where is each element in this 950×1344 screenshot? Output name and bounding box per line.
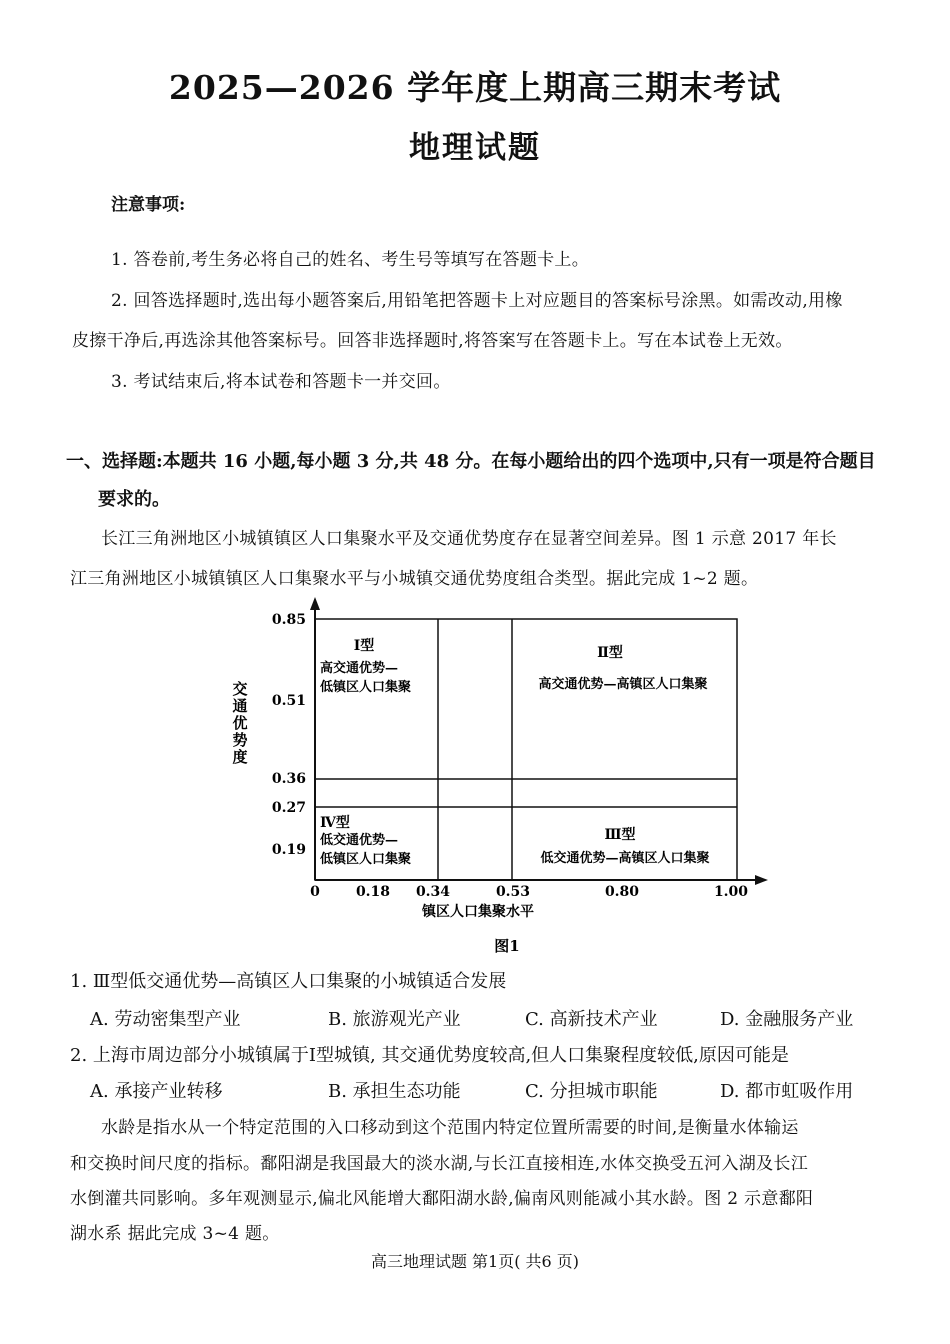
y-axis-label-char: 通 xyxy=(232,697,248,715)
x-axis-label: 镇区人口集聚水平 xyxy=(422,904,534,920)
y-tick-label: 0.85 xyxy=(271,612,306,628)
region-type-4-name: Ⅳ型 xyxy=(320,815,350,831)
x-tick-label: 0.18 xyxy=(355,884,391,900)
region-type-1-desc: 低镇区人口集聚 xyxy=(320,680,412,695)
question-1-option-d[interactable]: D. 金融服务产业 xyxy=(720,1009,854,1030)
figure-1-chart xyxy=(0,590,950,960)
y-axis-label-char: 优 xyxy=(232,714,248,732)
x-tick-label: 0.34 xyxy=(415,884,451,900)
y-tick-label: 0.51 xyxy=(271,693,306,709)
x-axis-arrow xyxy=(755,875,768,885)
passage-1-line-2: 江三角洲地区小城镇镇区人口集聚水平与小城镇交通优势度组合类型。据此完成 1~2 题。 xyxy=(70,569,759,589)
notice-item-2-line-2: 皮擦干净后,再选涂其他答案标号。回答非选择题时,将答案写在答题卡上。写在本试卷上无效。 xyxy=(72,331,793,351)
question-1-stem: 1. Ⅲ型低交通优势—高镇区人口集聚的小城镇适合发展 xyxy=(70,971,507,992)
question-2-option-c[interactable]: C. 分担城市职能 xyxy=(525,1081,658,1102)
notice-item-2-line-1: 2. 回答选择题时,选出每小题答案后,用铅笔把答题卡上对应题目的答案标号涂黑。如需改动,用橡 xyxy=(111,291,843,311)
passage-1-line-1: 长江三角洲地区小城镇镇区人口集聚水平及交通优势度存在显著空间差异。图 1 示意 2017 年长 xyxy=(101,529,837,549)
region-type-3-name: Ⅲ型 xyxy=(604,827,636,843)
y-axis-label-char: 度 xyxy=(232,748,248,766)
notice-heading: 注意事项: xyxy=(111,195,186,215)
passage-2-line-4: 湖水系 据此完成 3~4 题。 xyxy=(70,1224,280,1244)
origin-label: 0 xyxy=(310,884,320,900)
question-2-option-a[interactable]: A. 承接产业转移 xyxy=(90,1081,223,1102)
x-tick-label: 1.00 xyxy=(713,884,749,900)
question-1-option-c[interactable]: C. 高新技术产业 xyxy=(525,1009,658,1030)
y-tick-label: 0.27 xyxy=(271,800,306,816)
x-tick-label: 0.53 xyxy=(495,884,531,900)
region-type-1-name: Ⅰ型 xyxy=(353,638,375,654)
x-tick-label: 0.80 xyxy=(604,884,640,900)
y-axis-arrow xyxy=(310,597,320,610)
y-axis-label-char: 交 xyxy=(232,680,248,698)
y-tick-label: 0.36 xyxy=(271,771,306,787)
question-2-stem: 2. 上海市周边部分小城镇属于Ⅰ型城镇, 其交通优势度较高,但人口集聚程度较低,原因可能是 xyxy=(70,1045,789,1066)
section-heading-line-1: 一、选择题:本题共 16 小题,每小题 3 分,共 48 分。在每小题给出的四个选项中,只有一项是符合题目 xyxy=(66,451,876,472)
question-2-option-d[interactable]: D. 都市虹吸作用 xyxy=(720,1081,854,1102)
y-axis-label-char: 势 xyxy=(232,731,248,749)
region-type-2-name: Ⅱ型 xyxy=(597,645,623,661)
passage-2-line-3: 水倒灌共同影响。多年观测显示,偏北风能增大鄱阳湖水龄,偏南风则能减小其水龄。图 2 示意鄱阳 xyxy=(70,1189,814,1209)
region-type-4-desc: 低交通优势— xyxy=(320,833,399,848)
region-type-3-desc: 低交通优势—高镇区人口集聚 xyxy=(540,851,710,866)
figure-1-caption: 图1 xyxy=(494,937,520,955)
question-1-option-a[interactable]: A. 劳动密集型产业 xyxy=(90,1009,241,1030)
passage-2-line-2: 和交换时间尺度的指标。鄱阳湖是我国最大的淡水湖,与长江直接相连,水体交换受五河入湖及长江 xyxy=(70,1154,809,1174)
region-type-4-desc: 低镇区人口集聚 xyxy=(320,852,412,867)
page-footer: 高三地理试题 第1页( 共6 页) xyxy=(370,1252,580,1271)
notice-item-3: 3. 考试结束后,将本试卷和答题卡一并交回。 xyxy=(111,372,451,392)
section-heading-line-2: 要求的。 xyxy=(98,489,170,510)
exam-subject: 地理试题 xyxy=(409,130,541,166)
region-type-1-desc: 高交通优势— xyxy=(320,661,399,676)
y-tick-label: 0.19 xyxy=(271,842,306,858)
region-type-2-desc: 高交通优势—高镇区人口集聚 xyxy=(538,677,708,692)
passage-2-line-1: 水龄是指水从一个特定范围的入口移动到这个范围内特定位置所需要的时间,是衡量水体输运 xyxy=(101,1118,799,1138)
notice-item-1: 1. 答卷前,考生务必将自己的姓名、考生号等填写在答题卡上。 xyxy=(111,250,590,270)
question-2-option-b[interactable]: B. 承担生态功能 xyxy=(328,1081,461,1102)
question-1-option-b[interactable]: B. 旅游观光产业 xyxy=(328,1009,461,1030)
exam-title: 2025—2026 学年度上期高三期末考试 xyxy=(168,68,782,107)
